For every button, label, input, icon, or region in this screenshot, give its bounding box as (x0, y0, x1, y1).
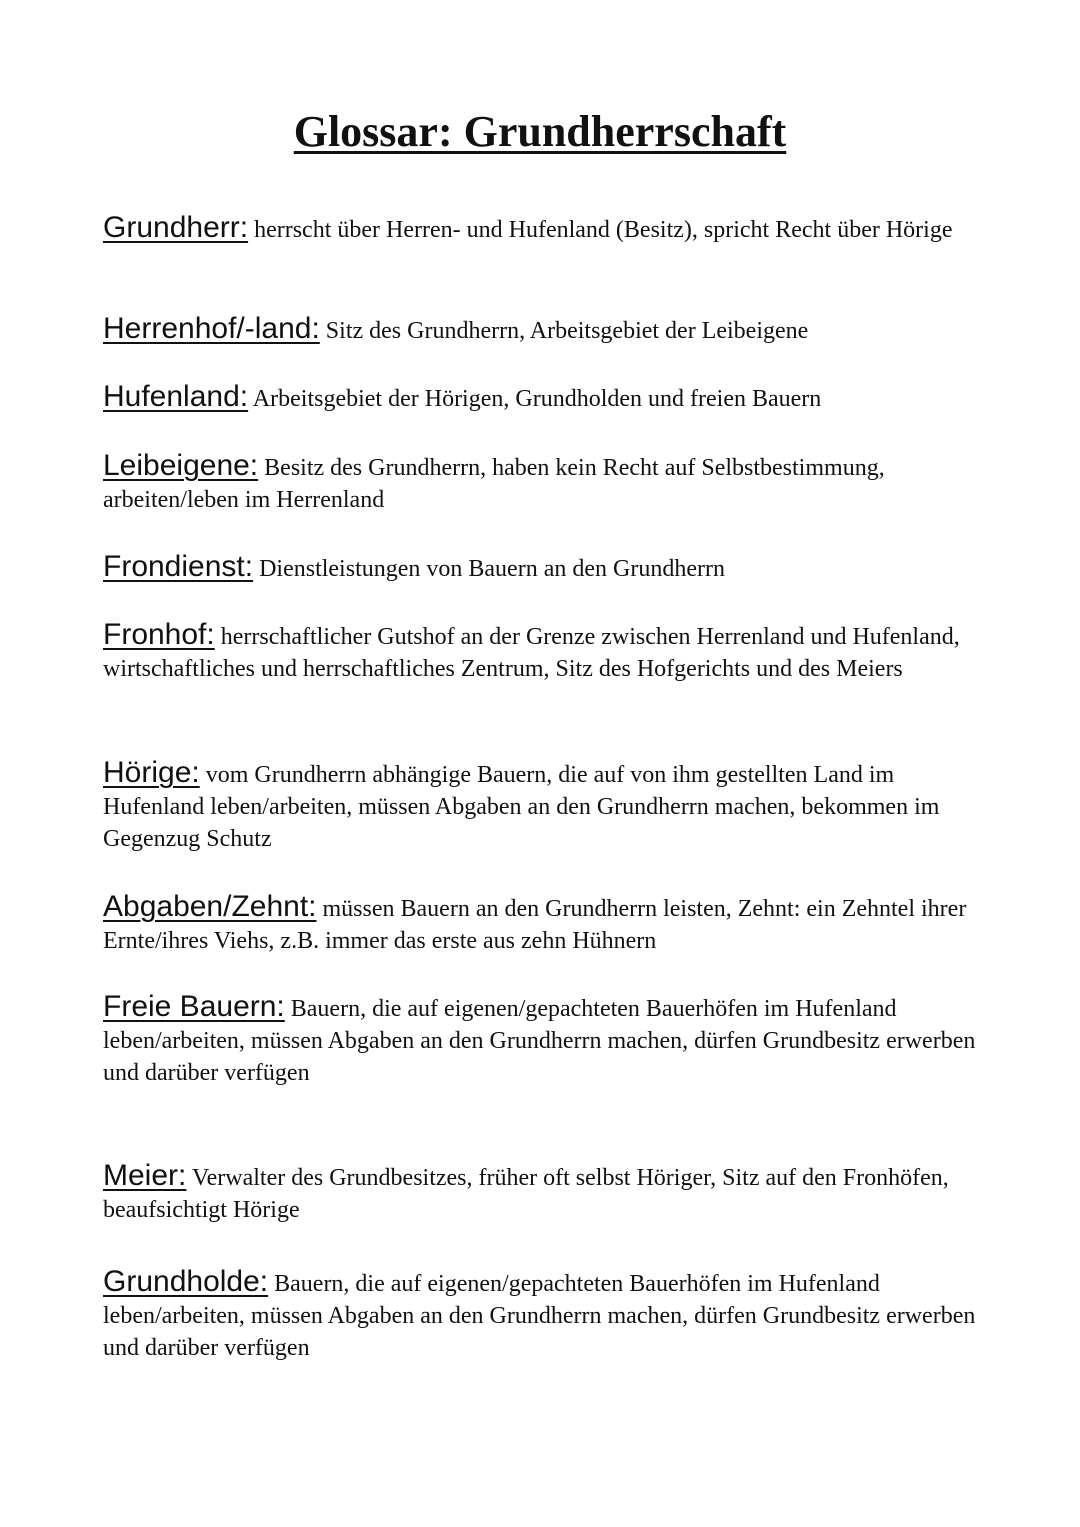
glossary-entry-hufenland (103, 381, 983, 415)
glossary-entry-hoerige (103, 757, 983, 855)
glossary-term: Meier: (103, 1159, 187, 1192)
glossary-entry-grundherr (103, 212, 983, 246)
glossary-entry-abgaben-zehnt (103, 891, 983, 957)
glossary-definition: vom Grundherrn abhängige Bauern, die auf von ihm gestellten Land im Hufenland leben/arbeiten, müssen Abgaben an den Grundherrn machen, bekommen im Gegenzug Schutz (103, 762, 940, 852)
glossary-entry-grundholde (103, 1266, 983, 1364)
glossary-term: Herrenhof/-land: (103, 312, 320, 345)
glossary-definition: Dienstleistungen von Bauern an den Grundherrn (259, 556, 725, 582)
glossary-entry-meier (103, 1160, 983, 1226)
page-title-text: Glossar: Grundherrschaft (293, 107, 787, 156)
glossary-definition: Sitz des Grundherrn, Arbeitsgebiet der Leibeigene (325, 318, 809, 344)
glossary-term: Hufenland: (103, 380, 249, 413)
glossary-term: Grundholde: (103, 1265, 269, 1298)
glossary-entry-herrenhof (103, 313, 983, 347)
glossary-definition: Besitz des Grundherrn, haben kein Recht auf Selbstbestimmung, arbeiten/leben im Herrenland (103, 455, 885, 513)
page-title (0, 104, 1080, 160)
glossary-entry-freie-bauern (103, 991, 983, 1089)
glossary-term: Fronhof: (103, 618, 215, 651)
glossary-definition: herrschaftlicher Gutshof an der Grenze zwischen Herrenland und Hufenland, wirtschaftliches und herrschaftliches Zentrum, Sitz des Hofgerichts und des Meiers (103, 624, 960, 682)
glossary-definition: Bauern, die auf eigenen/gepachteten Bauerhöfen im Hufenland leben/arbeiten, müssen Abgaben an den Grundherrn machen, dürfen Grundbesitz erwerben und darüber verfügen (103, 1271, 976, 1361)
glossary-term: Hörige: (103, 756, 200, 789)
glossary-term: Freie Bauern: (103, 990, 285, 1023)
glossary-term: Abgaben/Zehnt: (103, 890, 317, 923)
glossary-term: Leibeigene: (103, 449, 259, 482)
glossary-definition: Arbeitsgebiet der Hörigen, Grundholden und freien Bauern (252, 386, 822, 412)
glossary-definition: müssen Bauern an den Grundherrn leisten, Zehnt: ein Zehntel ihrer Ernte/ihres Viehs, z.B. immer das erste aus zehn Hühnern (103, 896, 967, 954)
glossary-definition: Bauern, die auf eigenen/gepachteten Bauerhöfen im Hufenland leben/arbeiten, müssen Abgaben an den Grundherrn machen, dürfen Grundbesitz erwerben und darüber verfügen (103, 996, 976, 1086)
glossary-entry-frondienst (103, 551, 983, 585)
glossary-definition: herrscht über Herren- und Hufenland (Besitz), spricht Recht über Hörige (254, 217, 953, 243)
glossary-entry-leibeigene (103, 450, 983, 516)
glossary-term: Grundherr: (103, 211, 249, 244)
glossary-term: Frondienst: (103, 550, 254, 583)
glossary-entry-fronhof (103, 619, 983, 685)
glossary-definition: Verwalter des Grundbesitzes, früher oft selbst Höriger, Sitz auf den Fronhöfen, beaufsichtigt Hörige (103, 1165, 949, 1223)
